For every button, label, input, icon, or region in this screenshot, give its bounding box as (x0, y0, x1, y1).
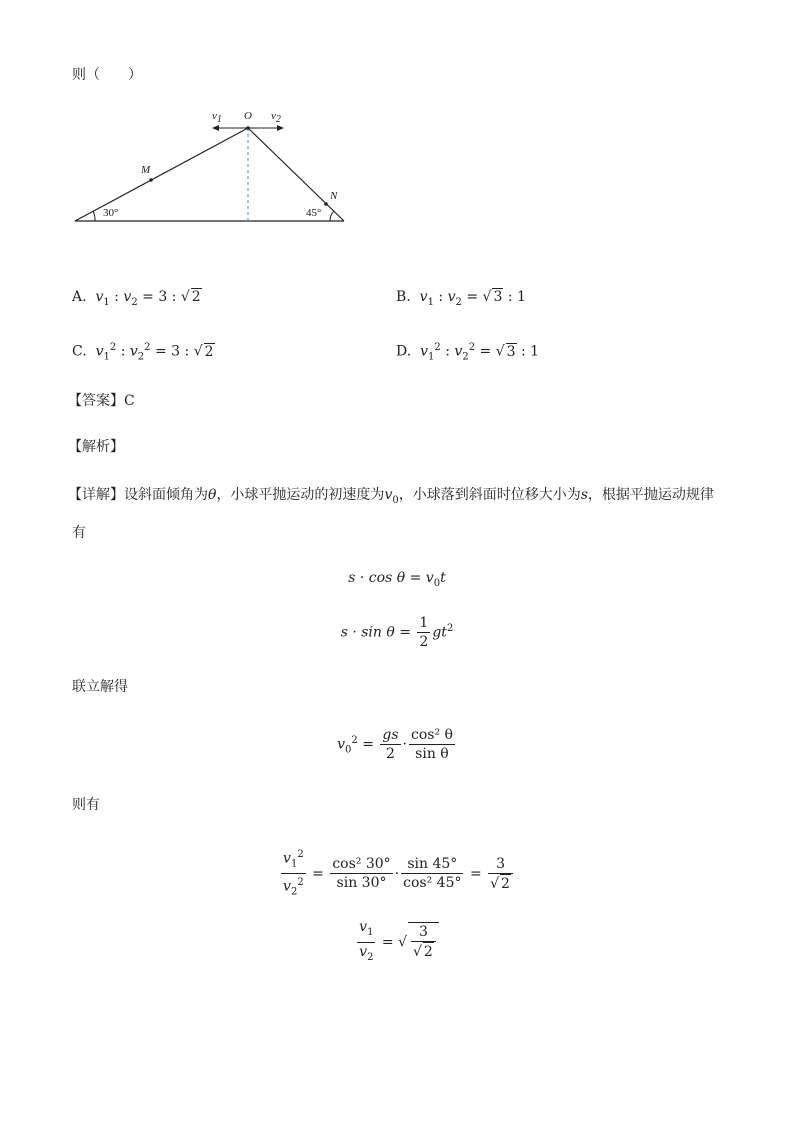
figure-label-v1: v1 (212, 110, 222, 126)
equation-2: s · sin θ = $\frac{1}{2}$ $gt^2$ (340, 615, 454, 650)
lianli-text: 联立解得 (72, 679, 128, 695)
figure-label-m: M (141, 164, 151, 176)
figure-angle-left: 30° (103, 207, 119, 219)
figure-label-n: N (330, 190, 338, 202)
figure-point-o (246, 126, 250, 130)
figure-right-slope (248, 128, 344, 221)
detail-line-1: 【详解】设斜面倾角为θ，小球平抛运动的初速度为$v_0$，小球落到斜面时位移大小为s，根据平抛运动规律 (68, 487, 714, 506)
option-b: B. $v_1$ : $v_2$ = √ 3 : 1 (396, 289, 526, 308)
answer-value: C (124, 393, 135, 409)
figure-label-o: O (244, 110, 252, 122)
zeyou-text: 则有 (72, 797, 100, 813)
equation-5: $\frac{v_1}{v_2}$ = √ $\frac{3}{√ 2}$ (0, 918, 794, 967)
figure-v1-arrowhead (212, 125, 219, 131)
figure-v2-arrowhead (277, 125, 284, 131)
equation-3: $v_0^2$ = $\frac{gs}{2}$ · $\frac{\text{cos² θ}}{\text{sin θ}}$ (337, 727, 453, 762)
answer-tag: 【答案】 (68, 393, 124, 409)
equation-4: $\frac{v_1^2}{v_2^2}$ = $\frac{\text{cos² 30°}}{\sin 30^\circ}$ · $\frac{\sin 45^\circ}{\text{cos² 45°}}$ = $\frac{3}{√ 2}$ (0, 846, 794, 902)
figure-angle-arc-left (93, 211, 95, 221)
figure-angle-arc-right (330, 211, 334, 221)
question-stem: 则（ ） (72, 67, 142, 83)
analysis-tag: 【解析】 (68, 439, 124, 455)
equation-1: $s \cdot \cos \theta = v_0t$ (348, 570, 446, 589)
detail-line-2: 有 (72, 525, 86, 541)
option-d: D. $v_1^2$ : $v_2^2$ = √ 3 : 1 (396, 342, 540, 363)
figure-angle-right: 45° (306, 207, 322, 219)
option-c: C. $v_1^2$ : $v_2^2 = 3$ : √ 2 (72, 342, 214, 363)
figure-point-n (324, 202, 328, 206)
figure-point-m (149, 178, 153, 182)
figure-left-slope (75, 128, 248, 221)
figure-label-v2: v2 (271, 110, 281, 126)
option-a: A. $v_1$ : $v_2 = 3$ : √ 2 (72, 289, 201, 308)
answer-line (68, 392, 135, 410)
